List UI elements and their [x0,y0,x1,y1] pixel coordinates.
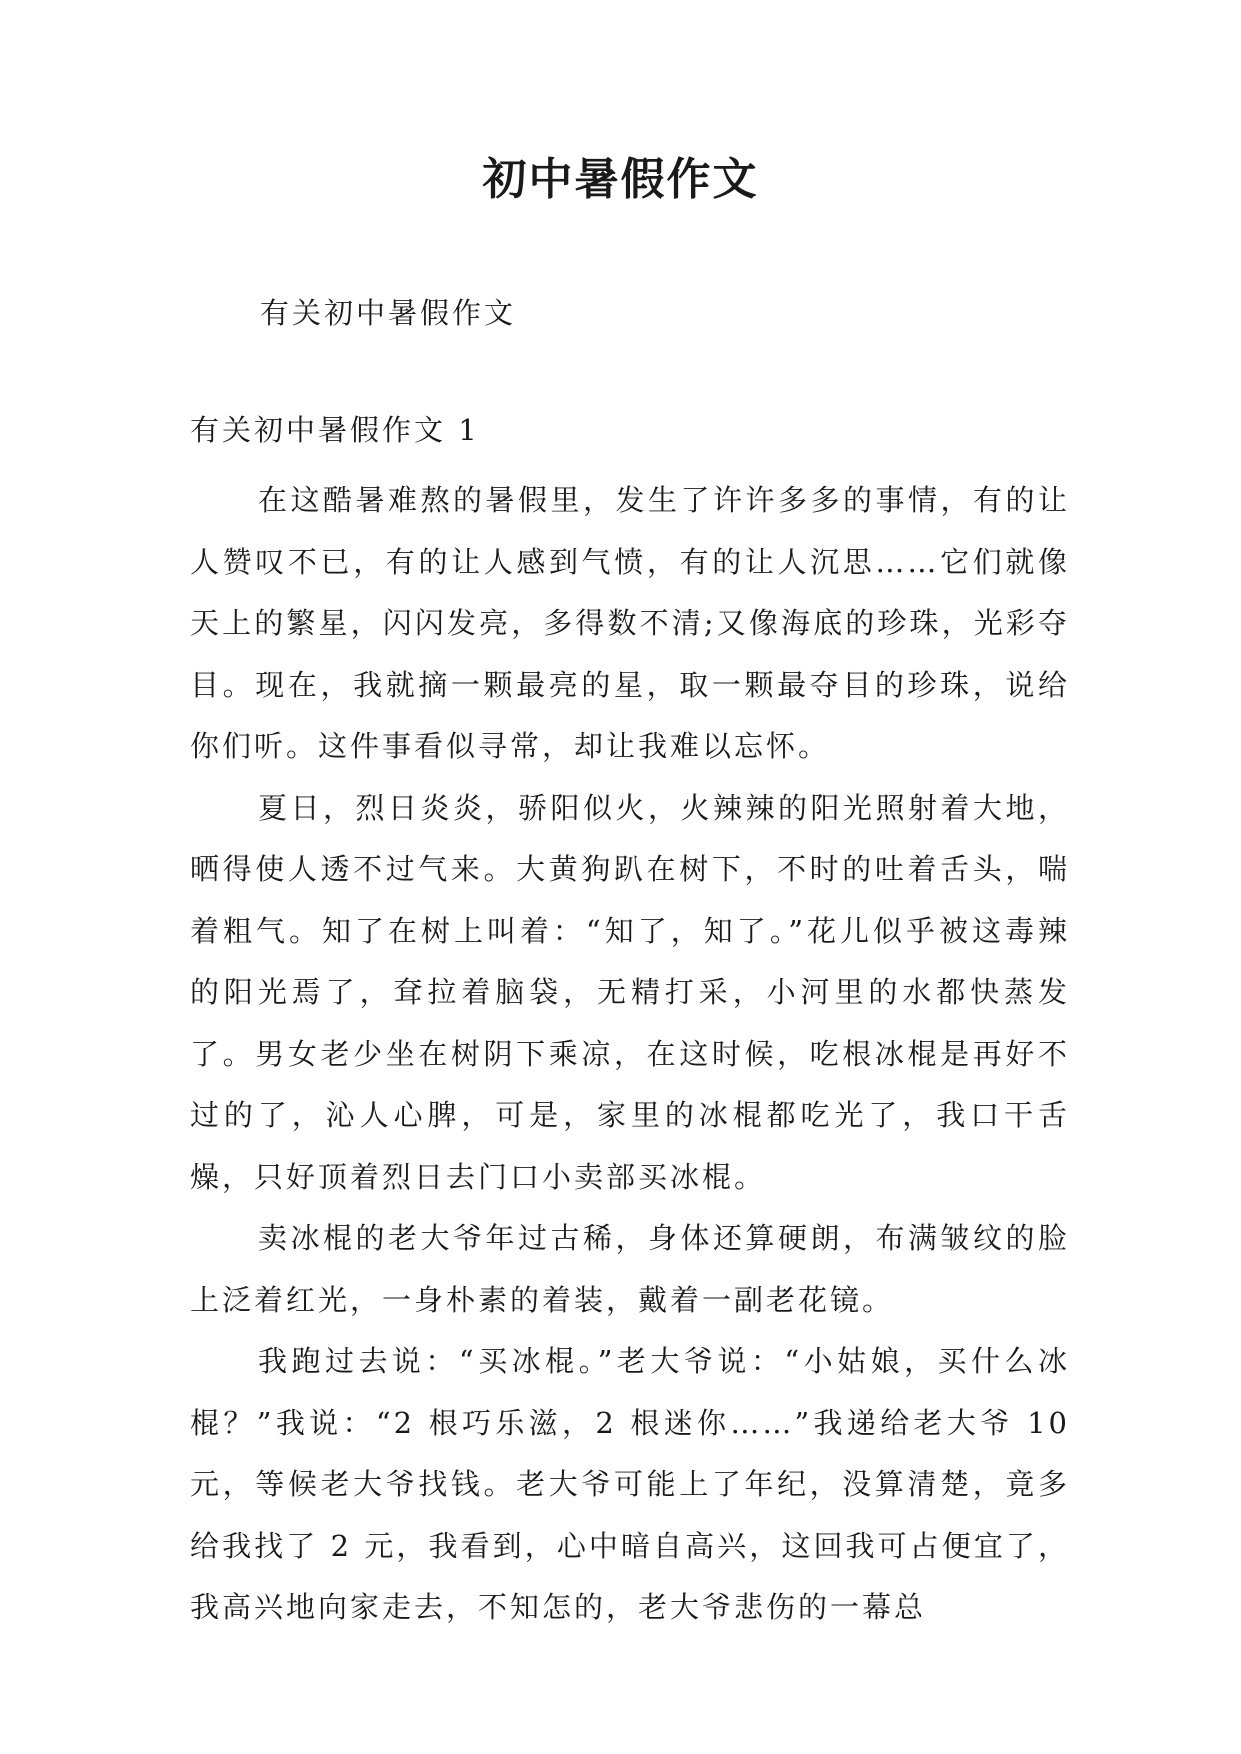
document-title: 初中暑假作文 [482,154,759,205]
paragraph: 在这酷暑难熬的暑假里，发生了许许多多的事情，有的让人赞叹不已，有的让人感到气愤，有的让人沉思……它们就像天上的繁星，闪闪发亮，多得数不清;又像海底的珍珠，光彩夺目。现在，我就摘一颗最亮的星，取一颗最夺目的珍珠，说给你们听。这件事看似寻常，却让我难以忘怀。 [190,483,1070,763]
document-subtitle: 有关初中暑假作文 [260,296,517,330]
paragraph: 我跑过去说：“买冰棍。”老大爷说：“小姑娘，买什么冰棍？”我说：“2 根巧乐滋，2 根迷你……”我递给老大爷 10 元，等候老大爷找钱。老大爷可能上了年纪，没算清楚，竟多给我找了 2 元，我看到，心中暗自高兴，这回我可占便宜了，我高兴地向家走去，不知怎的，老大爷悲伤的一幕总 [190,1344,1070,1624]
essay-body [190,470,1070,1639]
paragraph: 夏日，烈日炎炎，骄阳似火，火辣辣的阳光照射着大地，晒得使人透不过气来。大黄狗趴在树下，不时的吐着舌头，喘着粗气。知了在树上叫着：“知了，知了。”花儿似乎被这毒辣的阳光焉了，耷拉着脑袋，无精打采，小河里的水都快蒸发了。男女老少坐在树阴下乘凉，在这时候，吃根冰棍是再好不过的了，沁人心脾，可是，家里的冰棍都吃光了，我口干舌燥，只好顶着烈日去门口小卖部买冰棍。 [190,790,1070,1194]
section-heading: 有关初中暑假作文 1 [190,413,480,447]
paragraph: 卖冰棍的老大爷年过古稀，身体还算硬朗，布满皱纹的脸上泛着红光，一身朴素的着装，戴着一副老花镜。 [190,1221,1070,1317]
